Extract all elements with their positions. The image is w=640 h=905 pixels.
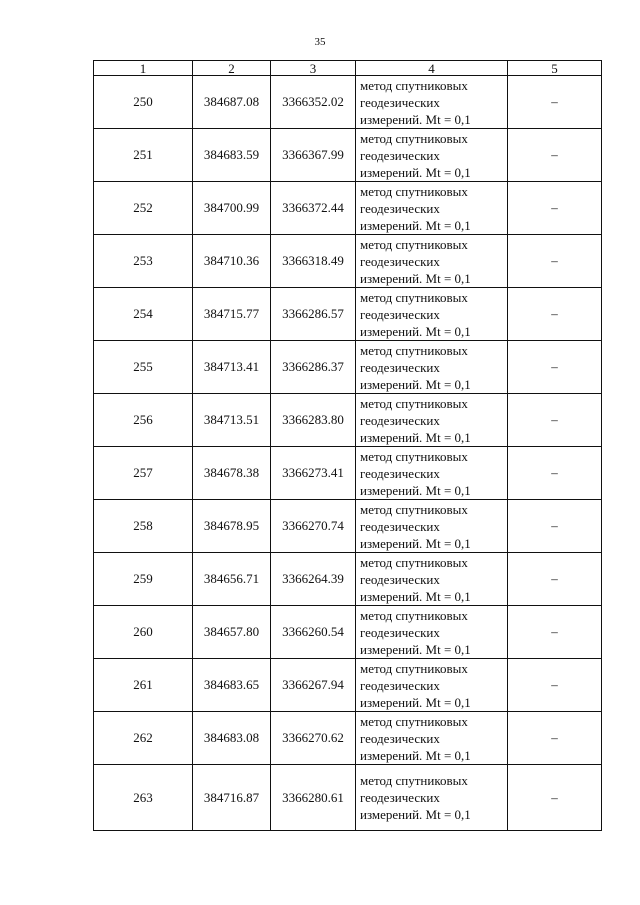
- y-coordinate-cell: 3366318.49: [271, 235, 356, 288]
- method-line: измерений. Mt = 0,1: [360, 747, 471, 763]
- table-header-row: [94, 61, 602, 76]
- y-coordinate-cell: 3366270.74: [271, 500, 356, 553]
- method-cell: [356, 129, 508, 182]
- column-header: 4: [356, 61, 508, 76]
- method-line: геодезических: [360, 147, 440, 163]
- x-coordinate-cell: 384656.71: [193, 553, 271, 606]
- method-line: геодезических: [360, 200, 440, 216]
- y-coordinate-cell: 3366267.94: [271, 659, 356, 712]
- method-line: геодезических: [360, 306, 440, 322]
- table-row: [94, 235, 602, 288]
- method-line: геодезических: [360, 624, 440, 640]
- y-coordinate-cell: 3366260.54: [271, 606, 356, 659]
- method-cell: [356, 288, 508, 341]
- method-cell: [356, 182, 508, 235]
- point-number-cell: 252: [94, 182, 193, 235]
- method-line: геодезических: [360, 730, 440, 746]
- column-header: 3: [271, 61, 356, 76]
- method-line: геодезических: [360, 94, 440, 110]
- method-line: геодезических: [360, 677, 440, 693]
- method-line: измерений. Mt = 0,1: [360, 323, 471, 339]
- method-line: метод спутниковых: [360, 607, 468, 623]
- y-coordinate-cell: 3366352.02: [271, 76, 356, 129]
- note-cell: –: [508, 288, 602, 341]
- method-line: измерений. Mt = 0,1: [360, 588, 471, 604]
- point-number-cell: 262: [94, 712, 193, 765]
- column-header: 5: [508, 61, 602, 76]
- method-line: метод спутниковых: [360, 77, 468, 93]
- method-cell: [356, 712, 508, 765]
- y-coordinate-cell: 3366372.44: [271, 182, 356, 235]
- x-coordinate-cell: 384713.41: [193, 341, 271, 394]
- method-line: геодезических: [360, 571, 440, 587]
- method-line: геодезических: [360, 790, 440, 805]
- note-cell: –: [508, 712, 602, 765]
- point-number-cell: 250: [94, 76, 193, 129]
- table-row: [94, 129, 602, 182]
- method-line: метод спутниковых: [360, 554, 468, 570]
- point-number-cell: 255: [94, 341, 193, 394]
- x-coordinate-cell: 384678.38: [193, 447, 271, 500]
- x-coordinate-cell: 384687.08: [193, 76, 271, 129]
- table-row: [94, 394, 602, 447]
- method-cell: [356, 235, 508, 288]
- point-number-cell: 263: [94, 765, 193, 831]
- table-row: [94, 659, 602, 712]
- note-cell: –: [508, 394, 602, 447]
- point-number-cell: 260: [94, 606, 193, 659]
- note-cell: –: [508, 341, 602, 394]
- point-number-cell: 261: [94, 659, 193, 712]
- method-cell: [356, 394, 508, 447]
- method-cell: [356, 659, 508, 712]
- method-cell: [356, 553, 508, 606]
- column-header: 1: [94, 61, 193, 76]
- method-line: измерений. Mt = 0,1: [360, 694, 471, 710]
- y-coordinate-cell: 3366286.37: [271, 341, 356, 394]
- x-coordinate-cell: 384683.65: [193, 659, 271, 712]
- method-line: измерений. Mt = 0,1: [360, 807, 471, 822]
- point-number-cell: 251: [94, 129, 193, 182]
- note-cell: –: [508, 182, 602, 235]
- method-line: метод спутниковых: [360, 448, 468, 464]
- method-cell: [356, 76, 508, 129]
- method-line: геодезических: [360, 253, 440, 269]
- point-number-cell: 254: [94, 288, 193, 341]
- x-coordinate-cell: 384716.87: [193, 765, 271, 831]
- point-number-cell: 259: [94, 553, 193, 606]
- method-cell: [356, 341, 508, 394]
- method-line: метод спутниковых: [360, 289, 468, 305]
- table-row: [94, 765, 602, 831]
- method-line: метод спутниковых: [360, 501, 468, 517]
- method-line: измерений. Mt = 0,1: [360, 217, 471, 233]
- table-row: [94, 500, 602, 553]
- note-cell: –: [508, 553, 602, 606]
- point-number-cell: 258: [94, 500, 193, 553]
- point-number-cell: 257: [94, 447, 193, 500]
- table-row: [94, 447, 602, 500]
- method-line: геодезических: [360, 465, 440, 481]
- method-cell: [356, 765, 508, 831]
- column-header: 2: [193, 61, 271, 76]
- method-line: измерений. Mt = 0,1: [360, 111, 471, 127]
- y-coordinate-cell: 3366264.39: [271, 553, 356, 606]
- method-line: метод спутниковых: [360, 773, 468, 788]
- table-row: [94, 606, 602, 659]
- method-line: измерений. Mt = 0,1: [360, 641, 471, 657]
- method-line: метод спутниковых: [360, 183, 468, 199]
- coordinates-table: [93, 60, 602, 831]
- page-number: 35: [314, 36, 326, 48]
- table-row: [94, 76, 602, 129]
- method-line: измерений. Mt = 0,1: [360, 164, 471, 180]
- note-cell: –: [508, 500, 602, 553]
- method-cell: [356, 500, 508, 553]
- table-row: [94, 341, 602, 394]
- y-coordinate-cell: 3366270.62: [271, 712, 356, 765]
- table-row: [94, 182, 602, 235]
- note-cell: –: [508, 76, 602, 129]
- point-number-cell: 256: [94, 394, 193, 447]
- x-coordinate-cell: 384715.77: [193, 288, 271, 341]
- note-cell: –: [508, 447, 602, 500]
- method-line: метод спутниковых: [360, 395, 468, 411]
- table-body: [94, 76, 602, 831]
- method-line: метод спутниковых: [360, 713, 468, 729]
- method-line: метод спутниковых: [360, 342, 468, 358]
- note-cell: –: [508, 606, 602, 659]
- x-coordinate-cell: 384713.51: [193, 394, 271, 447]
- table-row: [94, 288, 602, 341]
- x-coordinate-cell: 384700.99: [193, 182, 271, 235]
- x-coordinate-cell: 384683.59: [193, 129, 271, 182]
- method-line: измерений. Mt = 0,1: [360, 376, 471, 392]
- note-cell: –: [508, 235, 602, 288]
- y-coordinate-cell: 3366280.61: [271, 765, 356, 831]
- x-coordinate-cell: 384657.80: [193, 606, 271, 659]
- x-coordinate-cell: 384683.08: [193, 712, 271, 765]
- method-line: метод спутниковых: [360, 130, 468, 146]
- note-cell: –: [508, 765, 602, 831]
- x-coordinate-cell: 384678.95: [193, 500, 271, 553]
- method-line: измерений. Mt = 0,1: [360, 429, 471, 445]
- point-number-cell: 253: [94, 235, 193, 288]
- method-line: измерений. Mt = 0,1: [360, 270, 471, 286]
- method-line: геодезических: [360, 359, 440, 375]
- method-cell: [356, 606, 508, 659]
- y-coordinate-cell: 3366367.99: [271, 129, 356, 182]
- table-row: [94, 712, 602, 765]
- method-line: геодезических: [360, 518, 440, 534]
- method-line: метод спутниковых: [360, 236, 468, 252]
- note-cell: –: [508, 659, 602, 712]
- x-coordinate-cell: 384710.36: [193, 235, 271, 288]
- method-cell: [356, 447, 508, 500]
- y-coordinate-cell: 3366286.57: [271, 288, 356, 341]
- y-coordinate-cell: 3366273.41: [271, 447, 356, 500]
- table-row: [94, 553, 602, 606]
- y-coordinate-cell: 3366283.80: [271, 394, 356, 447]
- method-line: геодезических: [360, 412, 440, 428]
- method-line: метод спутниковых: [360, 660, 468, 676]
- note-cell: –: [508, 129, 602, 182]
- method-line: измерений. Mt = 0,1: [360, 535, 471, 551]
- method-line: измерений. Mt = 0,1: [360, 482, 471, 498]
